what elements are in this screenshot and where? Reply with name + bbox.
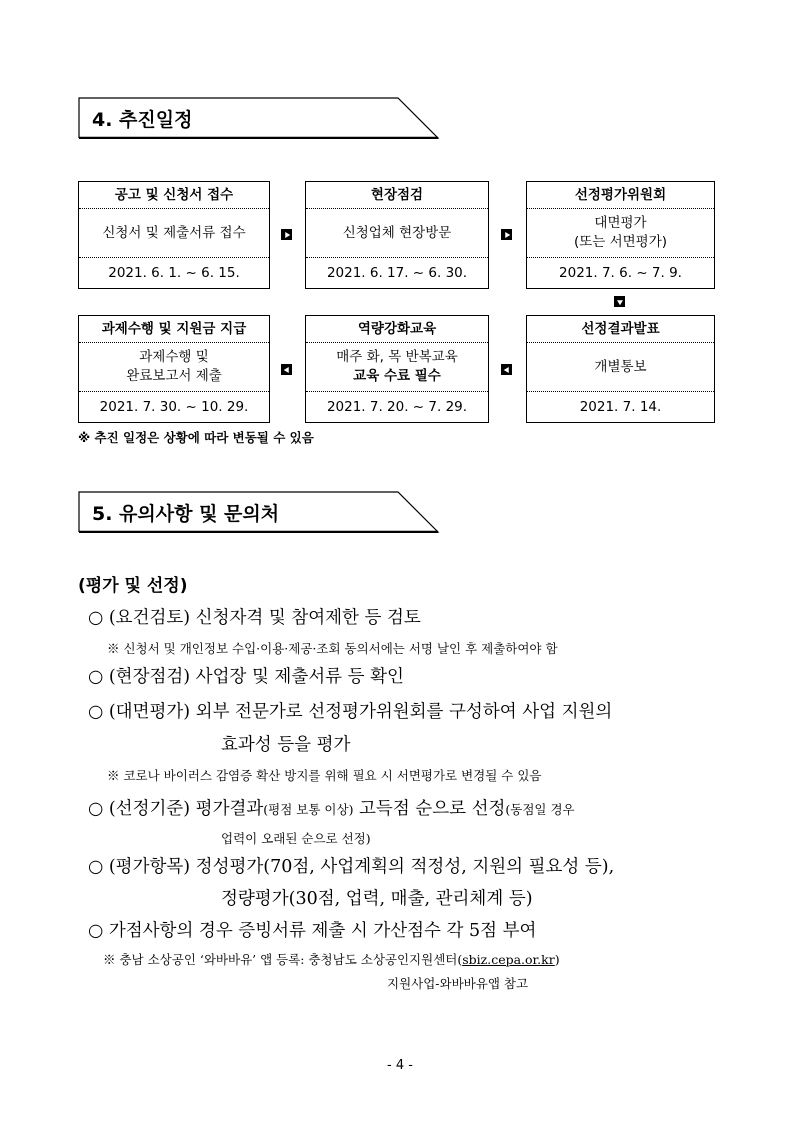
- section-5-heading: [78, 491, 440, 533]
- box-date: 2021. 7. 6. ~ 7. 9.: [559, 265, 682, 281]
- box-header: 선정결과발표: [527, 316, 714, 343]
- box-date: 2021. 7. 30. ~ 10. 29.: [99, 399, 249, 415]
- box-content-text: 개별통보: [594, 358, 647, 375]
- criteria-text: 고득점 순으로 선정: [353, 799, 506, 819]
- page-number: - 4 -: [387, 1058, 413, 1073]
- box-header: 선정평가위원회: [527, 182, 714, 209]
- box-content: [306, 209, 488, 258]
- arrow-down-icon: [614, 296, 625, 307]
- arrow-left-icon: [501, 364, 512, 375]
- box-content-text: (또는 서면평가): [573, 234, 668, 250]
- section-4-heading: [78, 97, 440, 139]
- criteria-subtext: (평점 보통 이상): [263, 802, 354, 817]
- box-content-emphasis: 교육 수료 필수: [353, 368, 441, 384]
- evaluation-item-bonus-note-cont: 지원사업-와바바유앱 참고: [387, 976, 529, 991]
- box-header: 과제수행 및 지원금 지급: [79, 316, 269, 343]
- evaluation-item-requirements: ○ (요건검토) 신청자격 및 참여제한 등 검토: [88, 608, 421, 628]
- evaluation-item-interview: ○ (대면평가) 외부 전문가로 선정평가위원회를 구성하여 사업 지원의: [88, 702, 613, 722]
- box-content-text: 완료보고서 제출: [126, 368, 222, 384]
- schedule-box-project-execution: [78, 315, 270, 423]
- box-content-text: 신청서 및 제출서류 접수: [102, 224, 246, 241]
- evaluation-item-site-check: ○ (현장점검) 사업장 및 제출서류 등 확인: [88, 667, 404, 687]
- evaluation-item-bonus-note: [103, 950, 560, 968]
- schedule-box-site-inspection: [305, 181, 489, 289]
- box-date: 2021. 7. 20. ~ 7. 29.: [326, 399, 468, 415]
- box-content: [527, 209, 714, 258]
- box-header: 역량강화교육: [306, 316, 488, 343]
- box-content-text: 과제수행 및: [139, 349, 209, 365]
- bonus-note-text: ※ 충남 소상공인 ‘와바바유’ 앱 등록: 충청남도 소상공인지원센터(: [103, 952, 463, 967]
- arrow-right-icon: [281, 229, 292, 240]
- schedule-box-capacity-training: [305, 315, 489, 423]
- arrow-right-icon: [501, 229, 512, 240]
- evaluation-item-bonus: ○ 가점사항의 경우 증빙서류 제출 시 가산점수 각 5점 부여: [88, 921, 537, 941]
- criteria-subtext: (동점일 경우: [505, 802, 575, 817]
- evaluation-heading: (평가 및 선정): [78, 576, 188, 596]
- box-date: 2021. 7. 14.: [579, 399, 662, 415]
- box-content: [527, 343, 714, 392]
- box-content-text: 대면평가: [594, 215, 647, 231]
- evaluation-item-interview-cont: 효과성 등을 평가: [221, 735, 351, 755]
- box-header: 현장점검: [306, 182, 488, 209]
- schedule-note: ※ 추진 일정은 상황에 따라 변동될 수 있음: [78, 430, 314, 445]
- box-content: [79, 209, 269, 258]
- box-content-text: 매주 화, 목 반복교육: [336, 349, 458, 365]
- arrow-left-icon: [281, 364, 292, 375]
- box-date: 2021. 6. 17. ~ 6. 30.: [326, 265, 468, 281]
- evaluation-item-interview-note: ※ 코로나 바이러스 감염증 확산 방지를 위해 필요 시 서면평가로 변경될 수 있음: [107, 768, 542, 783]
- evaluation-item-criteria-items-cont: 정량평가(30점, 업력, 매출, 관리체계 등): [221, 889, 533, 909]
- section-5-title: 5. 유의사항 및 문의처: [92, 503, 280, 525]
- criteria-text: ○ (선정기준) 평가결과: [88, 799, 264, 819]
- schedule-box-result-announcement: [526, 315, 715, 423]
- schedule-box-evaluation-committee: [526, 181, 715, 289]
- box-header: 공고 및 신청서 접수: [79, 182, 269, 209]
- box-date: 2021. 6. 1. ~ 6. 15.: [108, 265, 240, 281]
- sbiz-link[interactable]: sbiz.cepa.or.kr: [462, 952, 555, 967]
- box-content: [79, 343, 269, 392]
- evaluation-item-criteria: [88, 795, 575, 820]
- evaluation-item-criteria-cont: 업력이 오래된 순으로 선정): [221, 831, 371, 846]
- schedule-box-announcement: [78, 181, 270, 289]
- section-4-title: 4. 추진일정: [92, 109, 193, 131]
- box-content: [306, 343, 488, 392]
- evaluation-item-requirements-note: ※ 신청서 및 개인정보 수입·이용·제공·조회 동의서에는 서명 날인 후 제출하여야 함: [107, 641, 558, 656]
- evaluation-item-criteria-items: ○ (평가항목) 정성평가(70점, 사업계획의 적정성, 지원의 필요성 등),: [88, 857, 615, 877]
- bonus-note-text: ): [554, 952, 560, 967]
- box-content-text: 신청업체 현장방문: [342, 224, 452, 241]
